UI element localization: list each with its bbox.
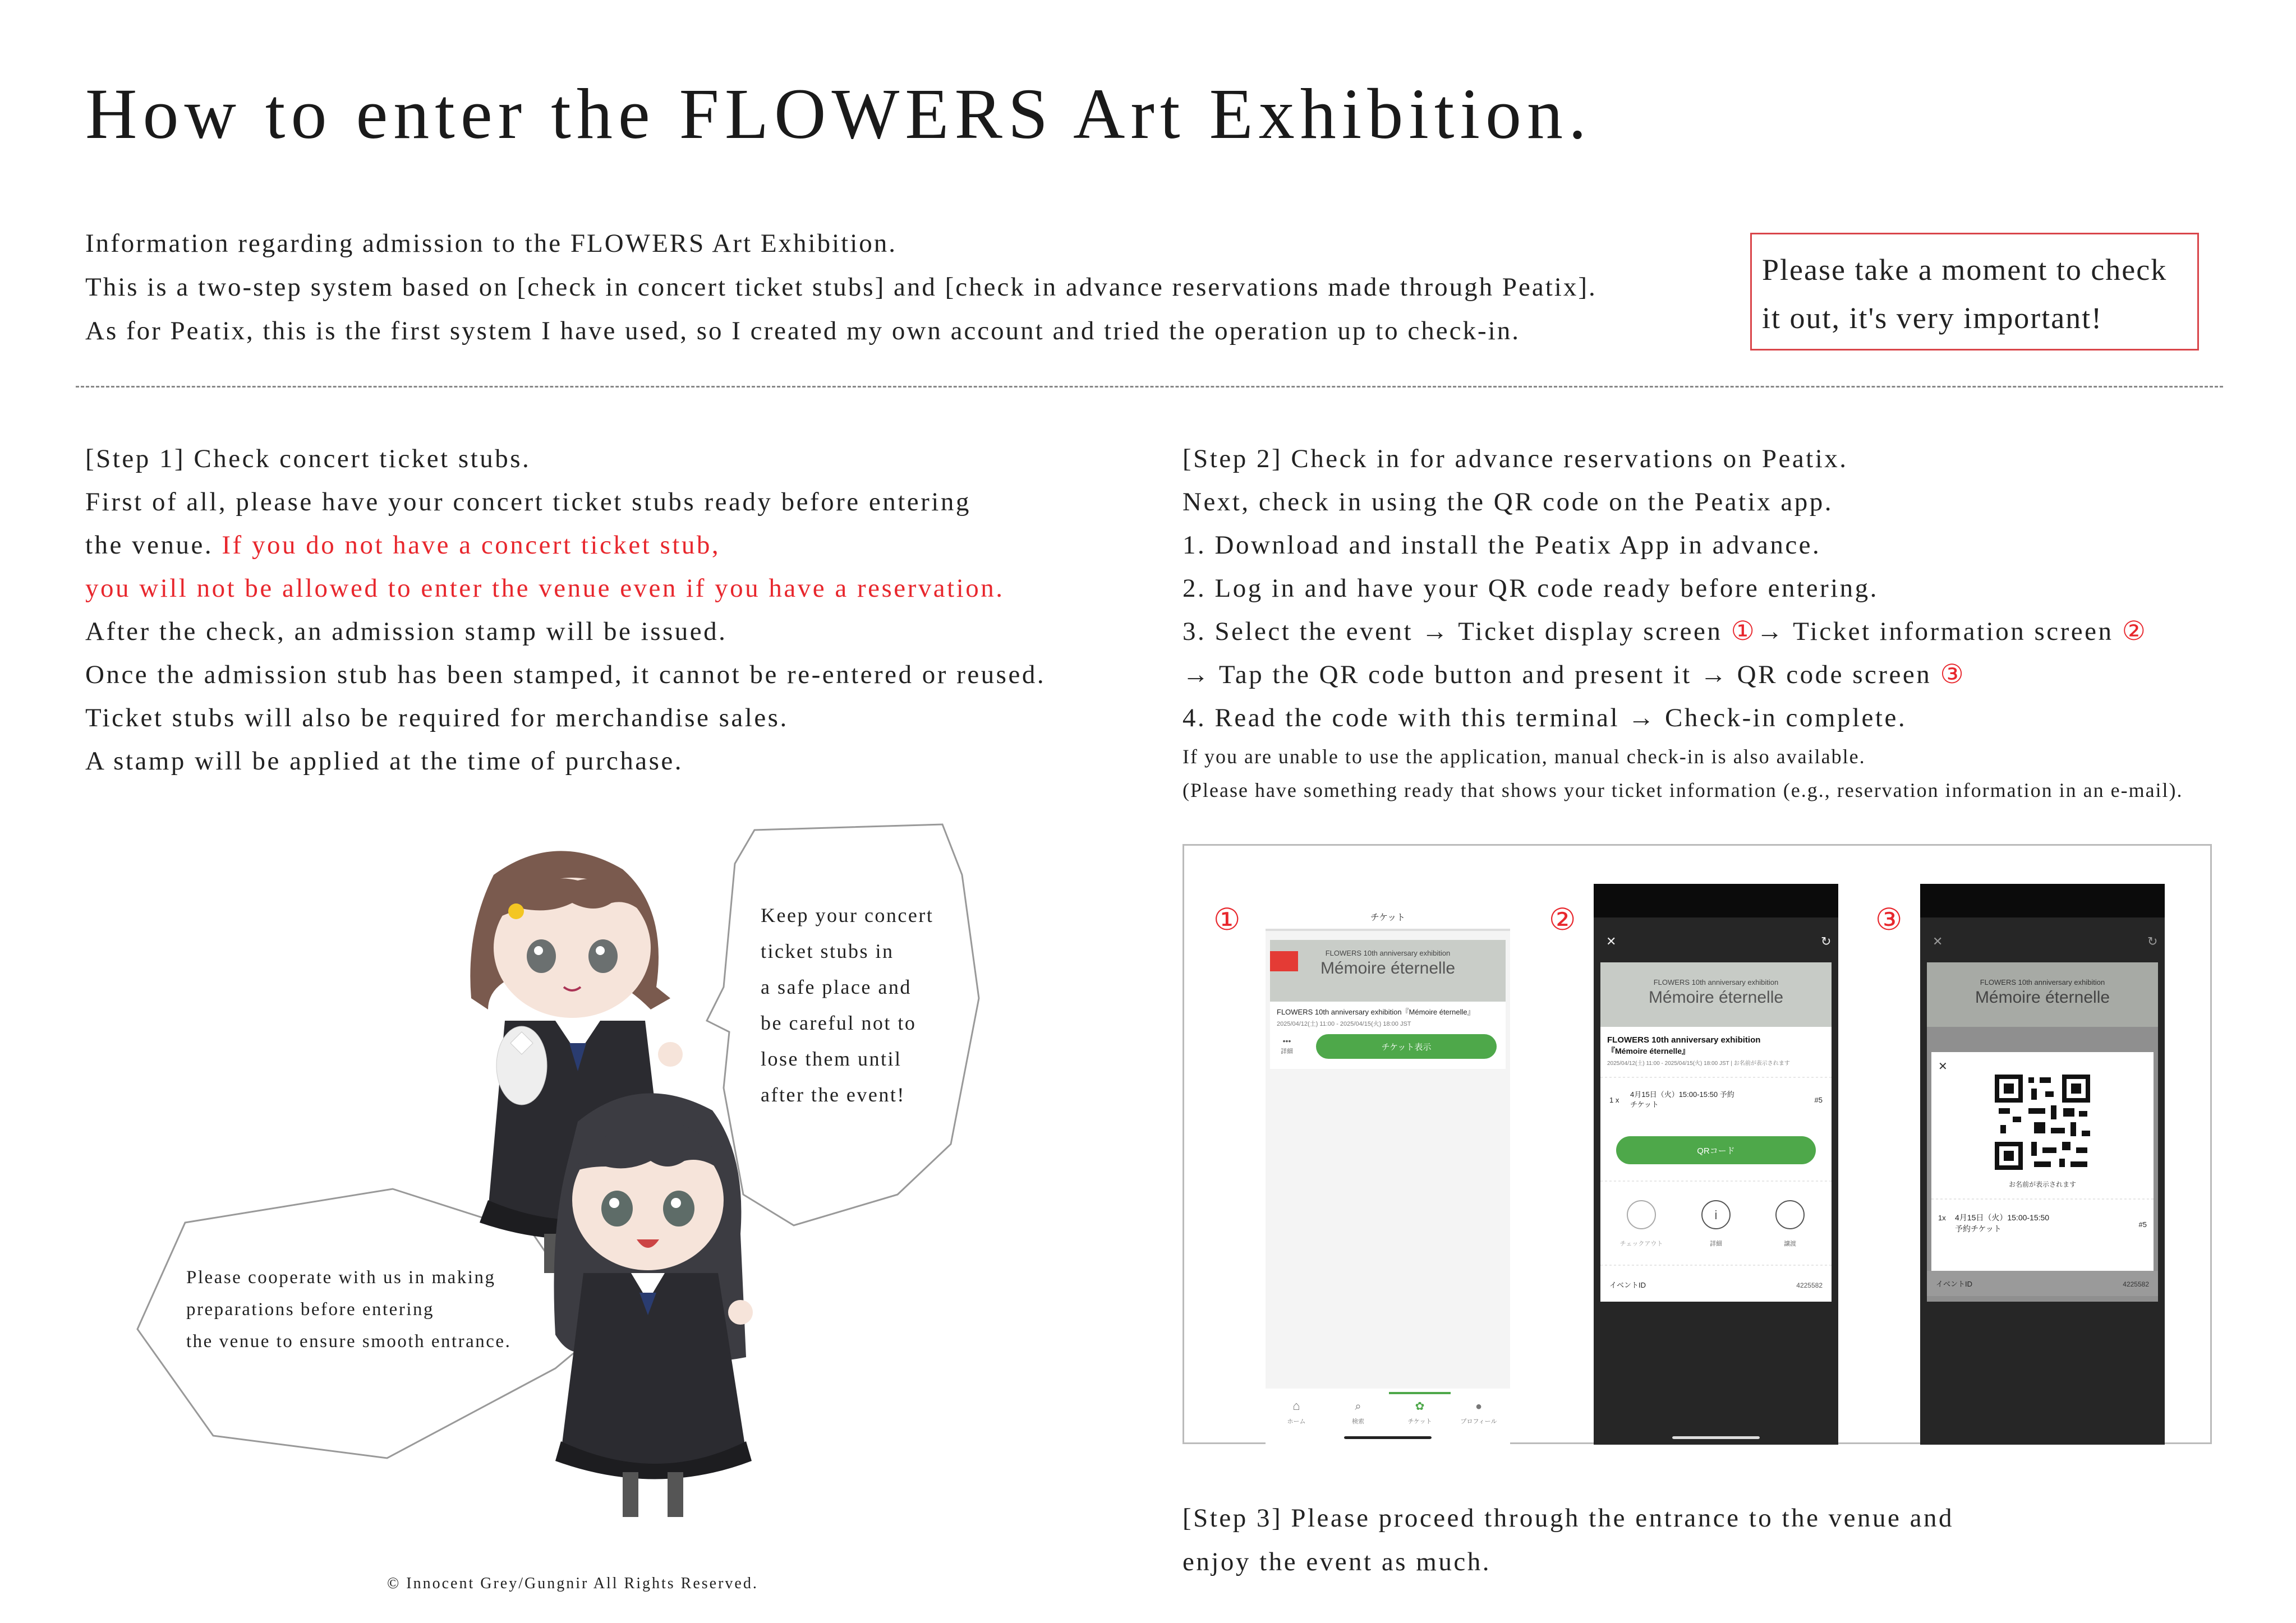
step1-line: Ticket stubs will also be required for merchandise sales. [85, 703, 789, 732]
step1-line: Once the admission stub has been stamped, it cannot be re-entered or reused. [85, 660, 1046, 689]
step2-line [1182, 610, 2183, 653]
ticket-list-screen-svg [1266, 884, 1510, 1445]
screen-number-1: ① [1213, 903, 1241, 937]
intro-line: Information regarding admission to the FLOWERS Art Exhibition. [85, 229, 898, 258]
event-title: FLOWERS 10th anniversary exhibition [1607, 1035, 1761, 1045]
qr-code-screen [1920, 884, 2165, 1445]
ticket-qty: 1 x [1609, 1096, 1619, 1104]
bubble-line: Please cooperate with us in making [186, 1267, 496, 1288]
step2-line: 4. Read the code with this terminal → Check-in complete. [1182, 703, 1907, 732]
close-icon[interactable]: ✕ [1606, 934, 1617, 948]
ticket-number: #5 [2138, 1220, 2147, 1229]
banner-subtitle: FLOWERS 10th anniversary exhibition [1980, 978, 2105, 986]
ticket-slot: 予約チケット [1955, 1224, 2001, 1233]
intro-text [85, 222, 1597, 353]
banner-title: Mémoire éternelle [1648, 988, 1784, 1007]
circled-number-2: ② [2122, 617, 2148, 646]
nav-ticket: チケット [1407, 1418, 1432, 1425]
nav-profile: プロフィール [1460, 1418, 1497, 1425]
step1-section [85, 437, 1046, 783]
more-icon: ••• [1282, 1036, 1291, 1045]
nav-home: ホーム [1287, 1418, 1306, 1425]
bubble-line: ticket stubs in [761, 940, 894, 962]
copyright-notice: © Innocent Grey/Gungnir All Rights Reserved. [387, 1575, 758, 1592]
step2-line [1182, 653, 2183, 697]
option-label: 詳細 [1710, 1241, 1722, 1247]
name-note: お名前が表示されます [2008, 1181, 2077, 1188]
step1-warning: If you do not have a concert ticket stub, [222, 531, 721, 560]
bubble-line: be careful not to [761, 1012, 917, 1034]
step3-section [1182, 1496, 1954, 1584]
event-id-label: イベントID [1609, 1281, 1646, 1289]
step2-text: → Tap the QR code button and present it → QR code screen [1182, 660, 1940, 689]
bubble-line: the venue to ensure smooth entrance. [186, 1331, 512, 1352]
profile-icon[interactable]: ● [1475, 1400, 1483, 1413]
option-label: 譲渡 [1784, 1241, 1796, 1247]
step1-line [85, 524, 1046, 567]
banner-title: Mémoire éternelle [1975, 988, 2110, 1007]
step2-section [1182, 437, 2183, 807]
banner-subtitle: FLOWERS 10th anniversary exhibition [1325, 949, 1451, 957]
step3-line: [Step 3] Please proceed through the entrance to the venue and [1182, 1504, 1954, 1533]
bubble-text-bottom [186, 1262, 511, 1358]
ticket-number: #5 [1814, 1096, 1823, 1104]
modal-close-icon[interactable]: ✕ [1938, 1061, 1948, 1073]
banner-subtitle: FLOWERS 10th anniversary exhibition [1653, 978, 1779, 986]
ticket-slot: チケット [1630, 1100, 1659, 1109]
ticket-slot: 4月15日（火）15:00-15:50 予約 [1630, 1090, 1734, 1099]
ticket-slot: 4月15日（火）15:00-15:50 [1955, 1213, 2050, 1222]
step2-text: 3. Select the event → Ticket display screen [1182, 617, 1731, 646]
refresh-icon[interactable]: ↻ [1821, 934, 1832, 948]
intro-line: This is a two-step system based on [check in concert ticket stubs] and [check in advance reservations made through Peatix]. [85, 273, 1597, 302]
event-date: 2025/04/12(土) 11:00 - 2025/04/15(火) 18:00 JST | お名前が表示されます [1607, 1061, 1790, 1067]
bubble-text-top [761, 897, 933, 1113]
step2-line: 2. Log in and have your QR code ready before entering. [1182, 574, 1879, 603]
nav-search: 検索 [1352, 1418, 1364, 1425]
step3-line: enjoy the event as much. [1182, 1547, 1491, 1576]
info-glyph: i [1714, 1208, 1718, 1222]
page-title: How to enter the FLOWERS Art Exhibition. [85, 74, 1592, 154]
app-screenshots-panel [1182, 844, 2212, 1444]
ticket-info-screen [1594, 884, 1838, 1445]
details-label: 詳細 [1281, 1048, 1293, 1055]
qr-code-icon [1995, 1075, 2090, 1170]
screen-header: チケット [1370, 913, 1406, 923]
ticket-tab-icon[interactable]: ✿ [1415, 1400, 1425, 1413]
ticket-qty: 1x [1938, 1214, 1946, 1222]
option-label: チェックアウト [1619, 1241, 1663, 1247]
black-haired-girl-icon [554, 1093, 753, 1517]
intro-line: As for Peatix, this is the first system I have used, so I created my own account and tried the operation up to check-in. [85, 316, 1520, 345]
ticket-info-screen-svg [1594, 884, 1838, 1445]
search-icon[interactable]: ⌕ [1355, 1400, 1361, 1413]
step1-warning: you will not be allowed to enter the venue even if you have a reservation. [85, 574, 1005, 603]
notice-line: Please take a moment to check [1762, 253, 2168, 287]
step1-line: A stamp will be applied at the time of purchase. [85, 746, 683, 776]
circled-number-1: ① [1731, 617, 1757, 646]
ticket-badge [1270, 951, 1298, 971]
home-icon[interactable]: ⌂ [1292, 1399, 1300, 1413]
step1-text: the venue. [85, 531, 222, 560]
ticket-display-label: チケット表示 [1381, 1043, 1432, 1052]
event-id: 4225582 [2123, 1280, 2149, 1288]
circled-number-3: ③ [1940, 660, 1966, 689]
bubble-line: after the event! [761, 1083, 905, 1106]
qr-code-label: QRコード [1697, 1146, 1735, 1156]
close-icon[interactable]: ✕ [1932, 934, 1943, 948]
event-id: 4225582 [1796, 1281, 1823, 1289]
event-title: 『Mémoire éternelle』 [1607, 1046, 1690, 1055]
step1-heading: [Step 1] Check concert ticket stubs. [85, 444, 531, 473]
bubble-line: lose them until [761, 1048, 902, 1070]
step2-heading: [Step 2] Check in for advance reservations on Peatix. [1182, 444, 1848, 473]
qr-code-screen-svg [1920, 884, 2165, 1445]
banner-title: Mémoire éternelle [1320, 959, 1456, 978]
ticket-list-screen [1266, 884, 1510, 1445]
bubble-line: Keep your concert [761, 904, 934, 926]
dashed-divider [76, 386, 2223, 388]
step2-note: If you are unable to use the application, manual check-in is also available. [1182, 745, 1866, 768]
screen-number-3: ③ [1875, 903, 1903, 937]
step2-line: Next, check in using the QR code on the Peatix app. [1182, 487, 1834, 517]
event-date: 2025/04/12(土) 11:00 - 2025/04/15(火) 18:00 JST [1277, 1021, 1411, 1027]
step2-note: (Please have something ready that shows your ticket information (e.g., reservation information in an e-mail). [1182, 779, 2183, 801]
step2-line: 1. Download and install the Peatix App in advance. [1182, 531, 1821, 560]
step1-line: First of all, please have your concert ticket stubs ready before entering [85, 487, 971, 517]
bubble-line: a safe place and [761, 976, 912, 998]
step2-text: → Ticket information screen [1756, 617, 2122, 646]
refresh-icon[interactable]: ↻ [2147, 934, 2158, 948]
event-title: FLOWERS 10th anniversary exhibition『Mémoire éternelle』 [1277, 1008, 1475, 1016]
screen-number-2: ② [1549, 903, 1576, 937]
notice-line: it out, it's very important! [1762, 301, 2103, 335]
step1-line: After the check, an admission stamp will be issued. [85, 617, 728, 646]
bubble-line: preparations before entering [186, 1299, 434, 1320]
important-notice-box [1750, 233, 2199, 351]
event-id-label: イベントID [1936, 1280, 1973, 1288]
